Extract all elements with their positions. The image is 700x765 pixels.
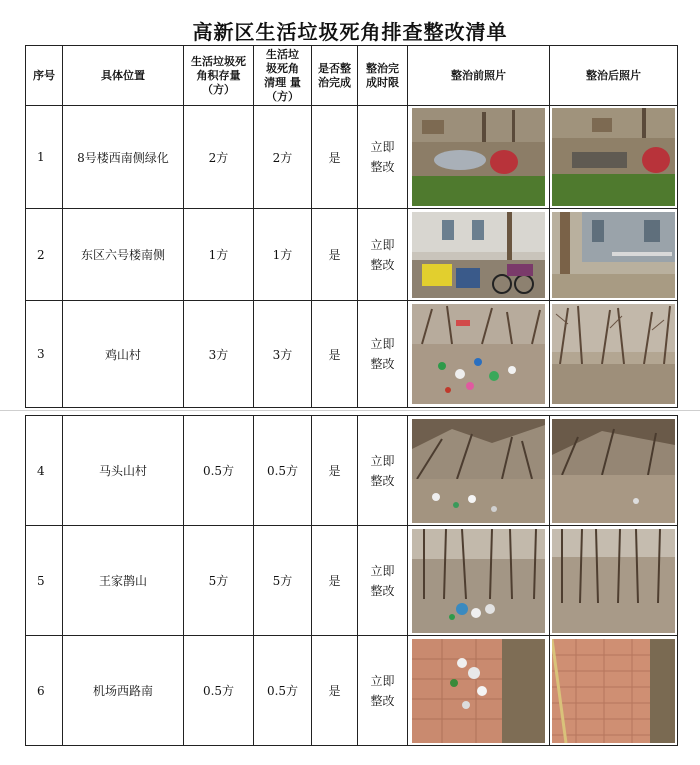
row-deadline: 立即 整改: [358, 301, 408, 408]
row-cleaned: 3方: [254, 301, 312, 408]
table-row: [26, 416, 678, 526]
row-cleaned: 0.5方: [254, 416, 312, 526]
after-photo-cell: [550, 636, 678, 746]
page-title: 高新区生活垃圾死角排查整改清单: [192, 20, 508, 44]
header-location: 具体位置: [63, 46, 184, 106]
before-photo[interactable]: [412, 529, 545, 633]
header-cleaned: 生活垃 圾死角 清理 量 （方）: [254, 46, 312, 106]
row-done: 是: [312, 301, 358, 408]
row-stock: 5方: [184, 526, 254, 636]
table-row: [26, 209, 678, 301]
after-photo-cell: [550, 106, 678, 209]
after-photo-cell: [550, 209, 678, 301]
table-row: [26, 636, 678, 746]
table-row: [26, 301, 678, 408]
row-stock: 0.5方: [184, 636, 254, 746]
after-photo[interactable]: [552, 639, 675, 743]
table-row: [26, 106, 678, 209]
row-done: 是: [312, 636, 358, 746]
page-break-line: [0, 410, 700, 411]
after-photo[interactable]: [552, 419, 675, 523]
row-seq: 6: [26, 636, 63, 746]
row-done: 是: [312, 106, 358, 209]
header-before-photo: 整治前照片: [408, 46, 550, 106]
row-stock: 0.5方: [184, 416, 254, 526]
before-photo-cell: [408, 209, 550, 301]
row-deadline: 立即 整改: [358, 106, 408, 209]
before-photo[interactable]: [412, 639, 545, 743]
after-photo-cell: [550, 526, 678, 636]
after-photo[interactable]: [552, 529, 675, 633]
row-location: 东区六号楼南侧: [63, 209, 184, 301]
before-photo-cell: [408, 106, 550, 209]
before-photo[interactable]: [412, 108, 545, 206]
row-location: 8号楼西南侧绿化: [63, 106, 184, 209]
after-photo[interactable]: [552, 212, 675, 298]
after-photo-cell: [550, 416, 678, 526]
row-cleaned: 5方: [254, 526, 312, 636]
row-deadline: 立即 整改: [358, 526, 408, 636]
row-location: 机场西路南: [63, 636, 184, 746]
row-seq: 2: [26, 209, 63, 301]
row-done: 是: [312, 416, 358, 526]
before-photo[interactable]: [412, 212, 545, 298]
rectification-table-part-2: [25, 415, 678, 746]
rectification-table-part-1: [25, 45, 678, 408]
before-photo-cell: [408, 636, 550, 746]
row-stock: 3方: [184, 301, 254, 408]
row-deadline: 立即 整改: [358, 416, 408, 526]
before-photo-cell: [408, 301, 550, 408]
row-location: 马头山村: [63, 416, 184, 526]
before-photo-cell: [408, 416, 550, 526]
row-done: 是: [312, 209, 358, 301]
after-photo[interactable]: [552, 108, 675, 206]
row-cleaned: 0.5方: [254, 636, 312, 746]
header-after-photo: 整治后照片: [550, 46, 678, 106]
row-done: 是: [312, 526, 358, 636]
row-seq: 1: [26, 106, 63, 209]
row-cleaned: 1方: [254, 209, 312, 301]
before-photo-cell: [408, 526, 550, 636]
row-location: 王家鹊山: [63, 526, 184, 636]
row-seq: 4: [26, 416, 63, 526]
header-seq: 序号: [26, 46, 63, 106]
header-deadline: 整治完 成时限: [358, 46, 408, 106]
before-photo[interactable]: [412, 304, 545, 404]
header-stock: 生活垃圾死 角积存量 （方）: [184, 46, 254, 106]
before-photo[interactable]: [412, 419, 545, 523]
row-seq: 3: [26, 301, 63, 408]
header-done: 是否整 治完成: [312, 46, 358, 106]
row-location: 鸡山村: [63, 301, 184, 408]
row-deadline: 立即 整改: [358, 209, 408, 301]
table-row: [26, 526, 678, 636]
row-stock: 2方: [184, 106, 254, 209]
table-header-row: [26, 46, 678, 106]
row-deadline: 立即 整改: [358, 636, 408, 746]
row-cleaned: 2方: [254, 106, 312, 209]
after-photo-cell: [550, 301, 678, 408]
row-seq: 5: [26, 526, 63, 636]
after-photo[interactable]: [552, 304, 675, 404]
row-stock: 1方: [184, 209, 254, 301]
